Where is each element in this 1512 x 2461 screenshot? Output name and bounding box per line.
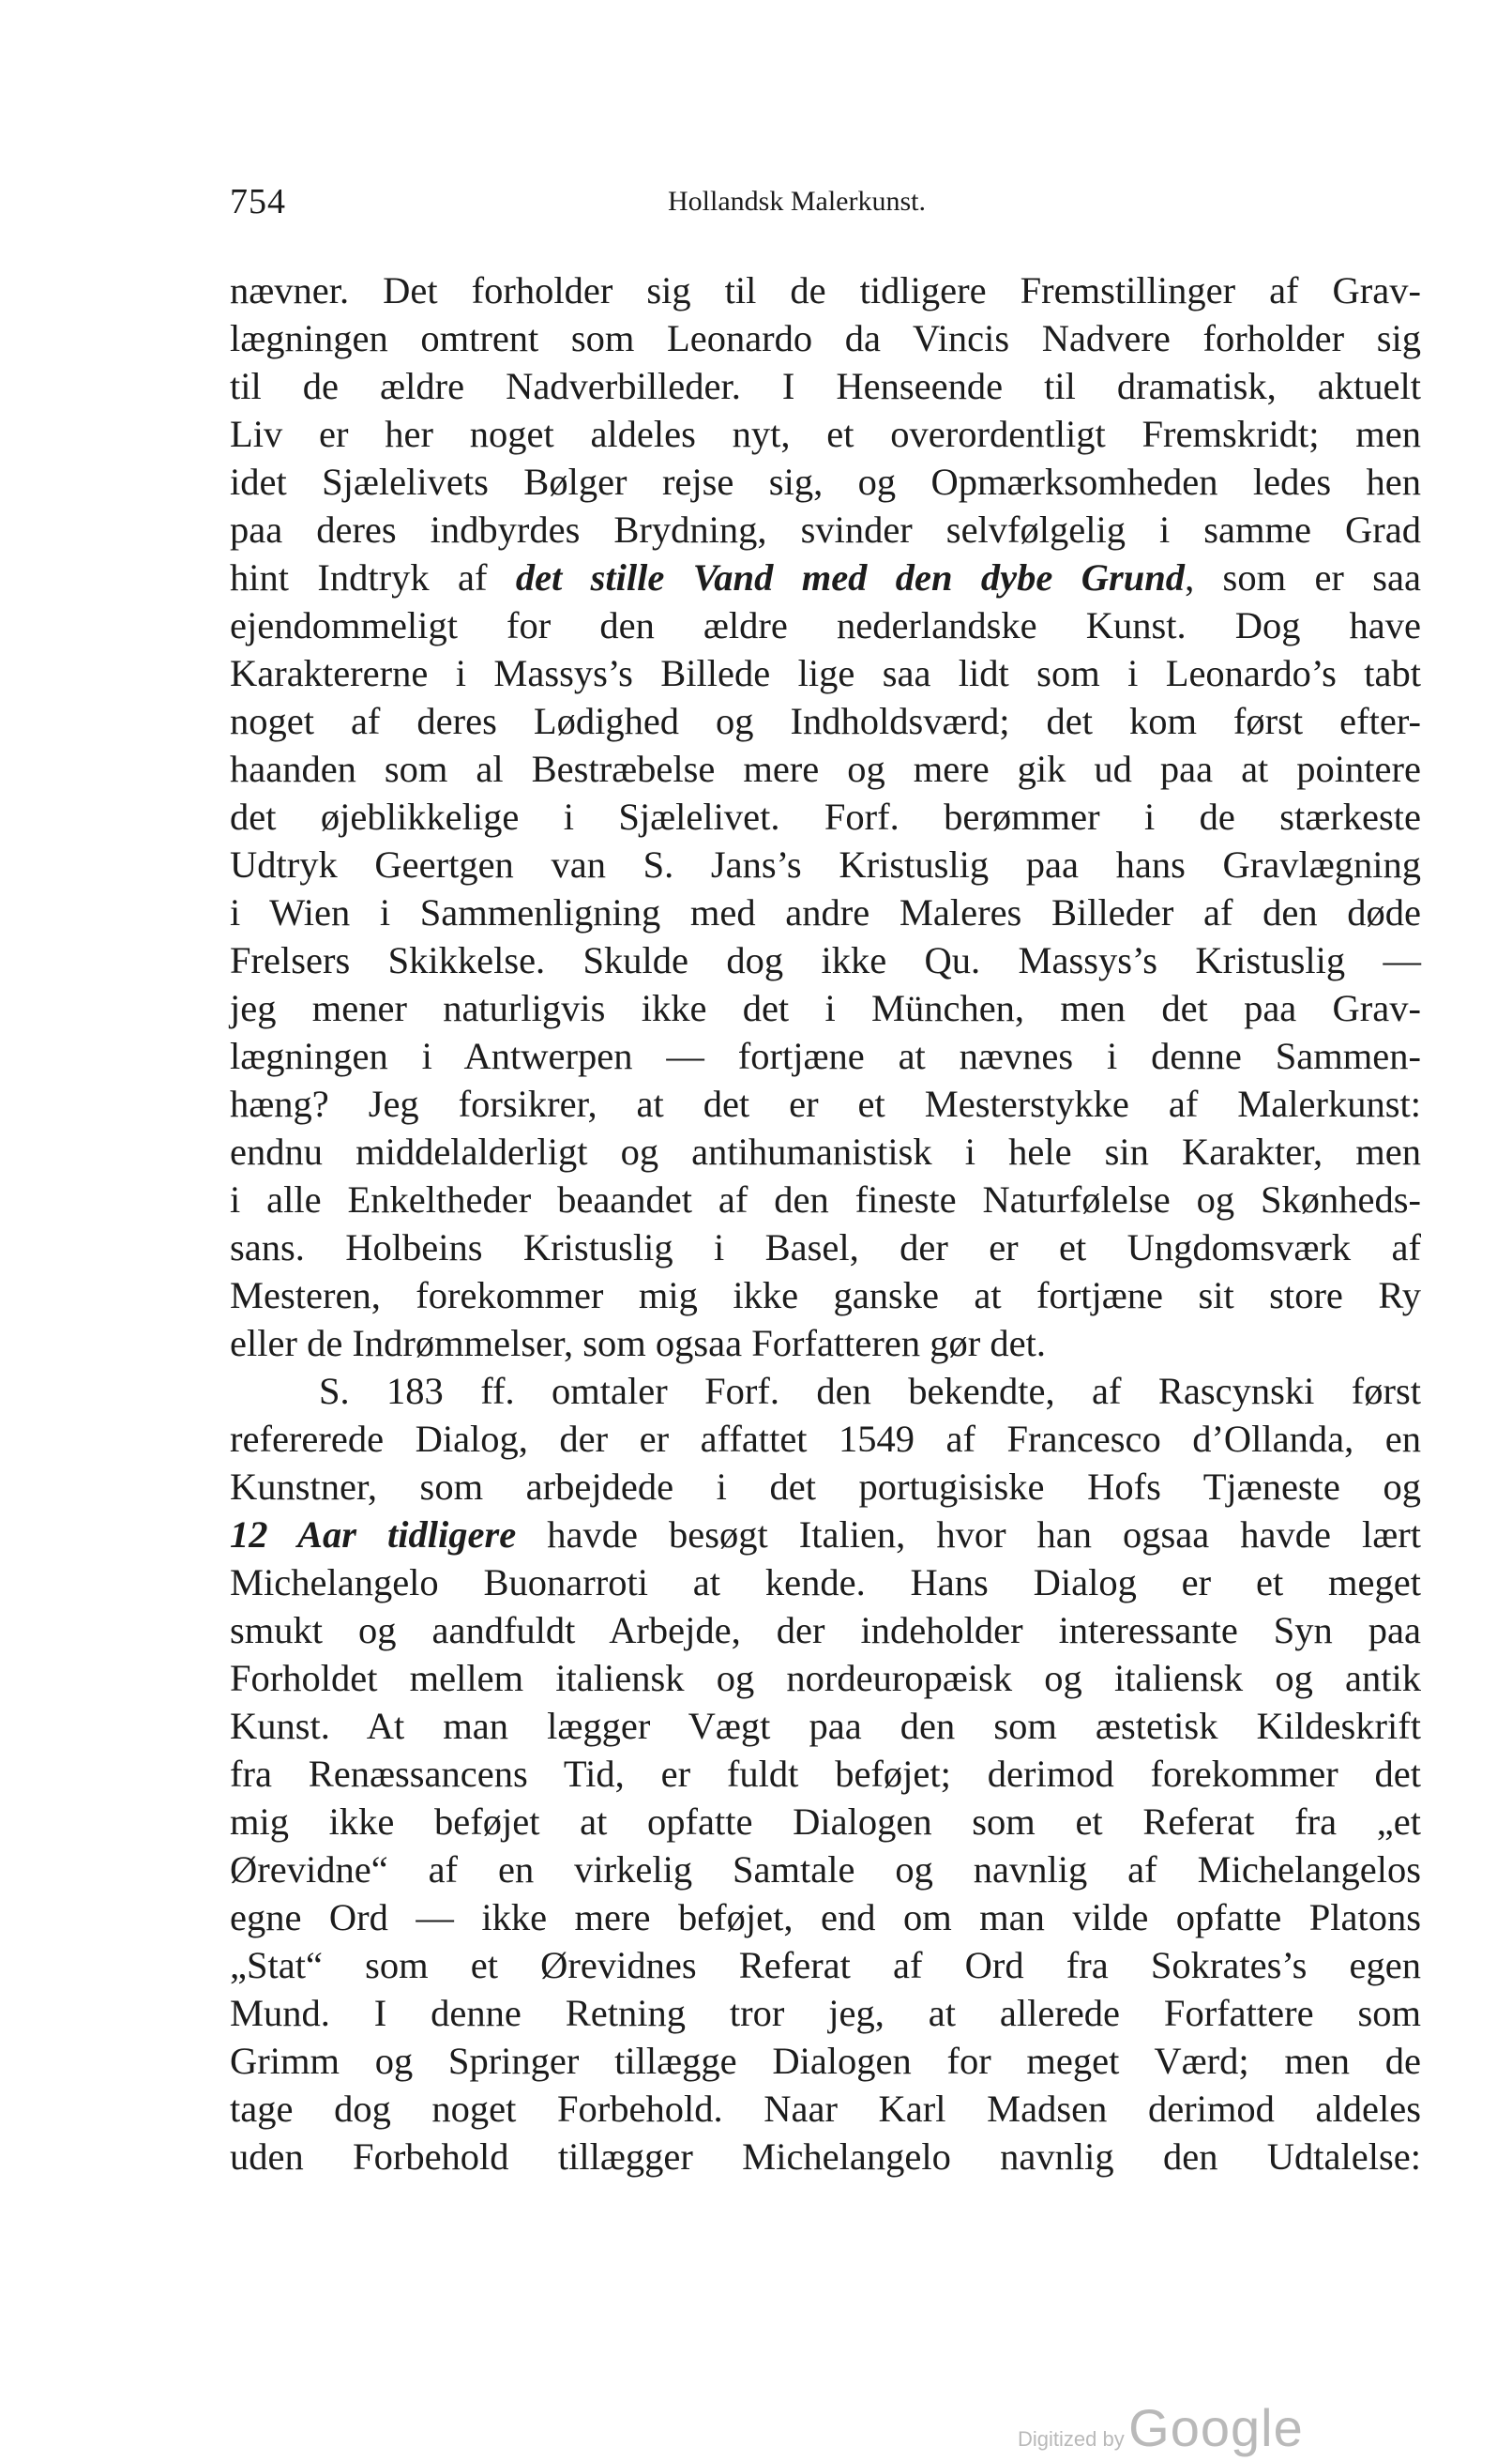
text-line: tage dog noget Forbehold. Naar Karl Madsen derimod aldeles [230,2088,1421,2130]
text-line: Grimm og Springer tillægge Dialogen for meget Værd; men de [230,2040,1421,2082]
text-line: uden Forbehold tillægger Michelangelo navnlig den Udtalelse: [230,2135,1421,2178]
text-line: haanden som al Bestræbelse mere og mere gik ud paa at pointere [230,748,1421,790]
text-segment: hint Indtryk af [230,556,516,599]
text-line: nævner. Det forholder sig til de tidligere Fremstillinger af Grav- [230,269,1421,311]
text-line: i Wien i Sammenligning med andre Maleres Billeder af den døde [230,891,1421,934]
text-line: Mesteren, forekommer mig ikke ganske at fortjæne sit store Ry [230,1274,1421,1316]
text-line: Kunstner, som arbejdede i det portugisiske Hofs Tjæneste og [230,1466,1421,1508]
text-line: hæng? Jeg forsikrer, at det er et Mesterstykke af Malerkunst: [230,1083,1421,1125]
text-line: paa deres indbyrdes Brydning, svinder selvfølgelig i samme Grad [230,509,1421,551]
text-line: lægningen omtrent som Leonardo da Vincis Nadvere forholder sig [230,317,1421,359]
text-segment: havde besøgt Italien, hvor han ogsaa havde lært [516,1513,1421,1556]
text-line: Udtryk Geertgen van S. Jans’s Kristuslig paa hans Gravlægning [230,843,1421,886]
text-line: refererede Dialog, der er affattet 1549 af Francesco d’Ollanda, en [230,1418,1421,1460]
text-line: det øjeblikkelige i Sjælelivet. Forf. berømmer i de stærkeste [230,796,1421,838]
text-line: sans. Holbeins Kristuslig i Basel, der er et Ungdomsværk af [230,1226,1421,1268]
text-line: eller de Indrømmelser, som ogsaa Forfatteren gør det. [230,1322,1046,1364]
text-line: Ørevidne“ af en virkelig Samtale og navnlig af Michelangelos [230,1848,1421,1891]
text-line: noget af deres Lødighed og Indholdsværd; det kom først efter- [230,700,1421,742]
running-title: Hollandsk Malerkunst. [668,186,926,217]
italic-phrase: 12 Aar tidligere [230,1513,517,1556]
text-line: Liv er her noget aldeles nyt, et overordentligt Fremskridt; men [230,413,1421,455]
body-text [230,266,1421,2180]
text-line: Kunst. At man lægger Vægt paa den som æstetisk Kildeskrift [230,1705,1421,1747]
watermark-google-text: Google [1128,2398,1304,2457]
text-line: til de ældre Nadverbilleder. I Henseende til dramatisk, aktuelt [230,365,1421,407]
text-line: S. 183 ff. omtaler Forf. den bekendte, af Rascynski først [319,1370,1421,1412]
text-line: Frelsers Skikkelse. Skulde dog ikke Qu. Massys’s Kristuslig — [230,939,1421,981]
text-line: Forholdet mellem italiensk og nordeuropæisk og italiensk og antik [230,1657,1421,1699]
text-line: i alle Enkeltheder beaandet af den fineste Naturfølelse og Skønheds- [230,1178,1421,1221]
text-line: mig ikke beføjet at opfatte Dialogen som et Referat fra „et [230,1800,1421,1843]
text-line: jeg mener naturligvis ikke det i München, men det paa Grav- [230,987,1421,1029]
watermark-small-text: Digitized by [1018,2427,1125,2451]
text-line: ejendommeligt for den ældre nederlandske Kunst. Dog have [230,604,1421,646]
text-line: egne Ord — ikke mere beføjet, end om man vilde opfatte Platons [230,1896,1421,1938]
digitized-by-google-watermark [1018,2397,1304,2458]
text-line: idet Sjælelivets Bølger rejse sig, og Opmærksomheden ledes hen [230,461,1421,503]
text-line: smukt og aandfuldt Arbejde, der indeholder interessante Syn paa [230,1609,1421,1651]
text-line [230,554,1421,601]
text-line: „Stat“ som et Ørevidnes Referat af Ord fra Sokrates’s egen [230,1944,1421,1986]
text-line [230,1511,1421,1558]
page-number: 754 [230,182,286,221]
text-segment: , som er saa [1185,556,1421,599]
italic-phrase: det stille Vand med den dybe Grund [515,556,1186,599]
text-line: lægningen i Antwerpen — fortjæne at nævnes i denne Sammen- [230,1035,1421,1077]
text-line: Mund. I denne Retning tror jeg, at allerede Forfattere som [230,1992,1421,2034]
text-line: endnu middelalderligt og antihumanistisk i hele sin Karakter, men [230,1131,1421,1173]
text-line: Karaktererne i Massys’s Billede lige saa lidt som i Leonardo’s tabt [230,652,1421,694]
text-line: fra Renæssancens Tid, er fuldt beføjet; derimod forekommer det [230,1753,1421,1795]
text-line: Michelangelo Buonarroti at kende. Hans Dialog er et meget [230,1561,1421,1603]
